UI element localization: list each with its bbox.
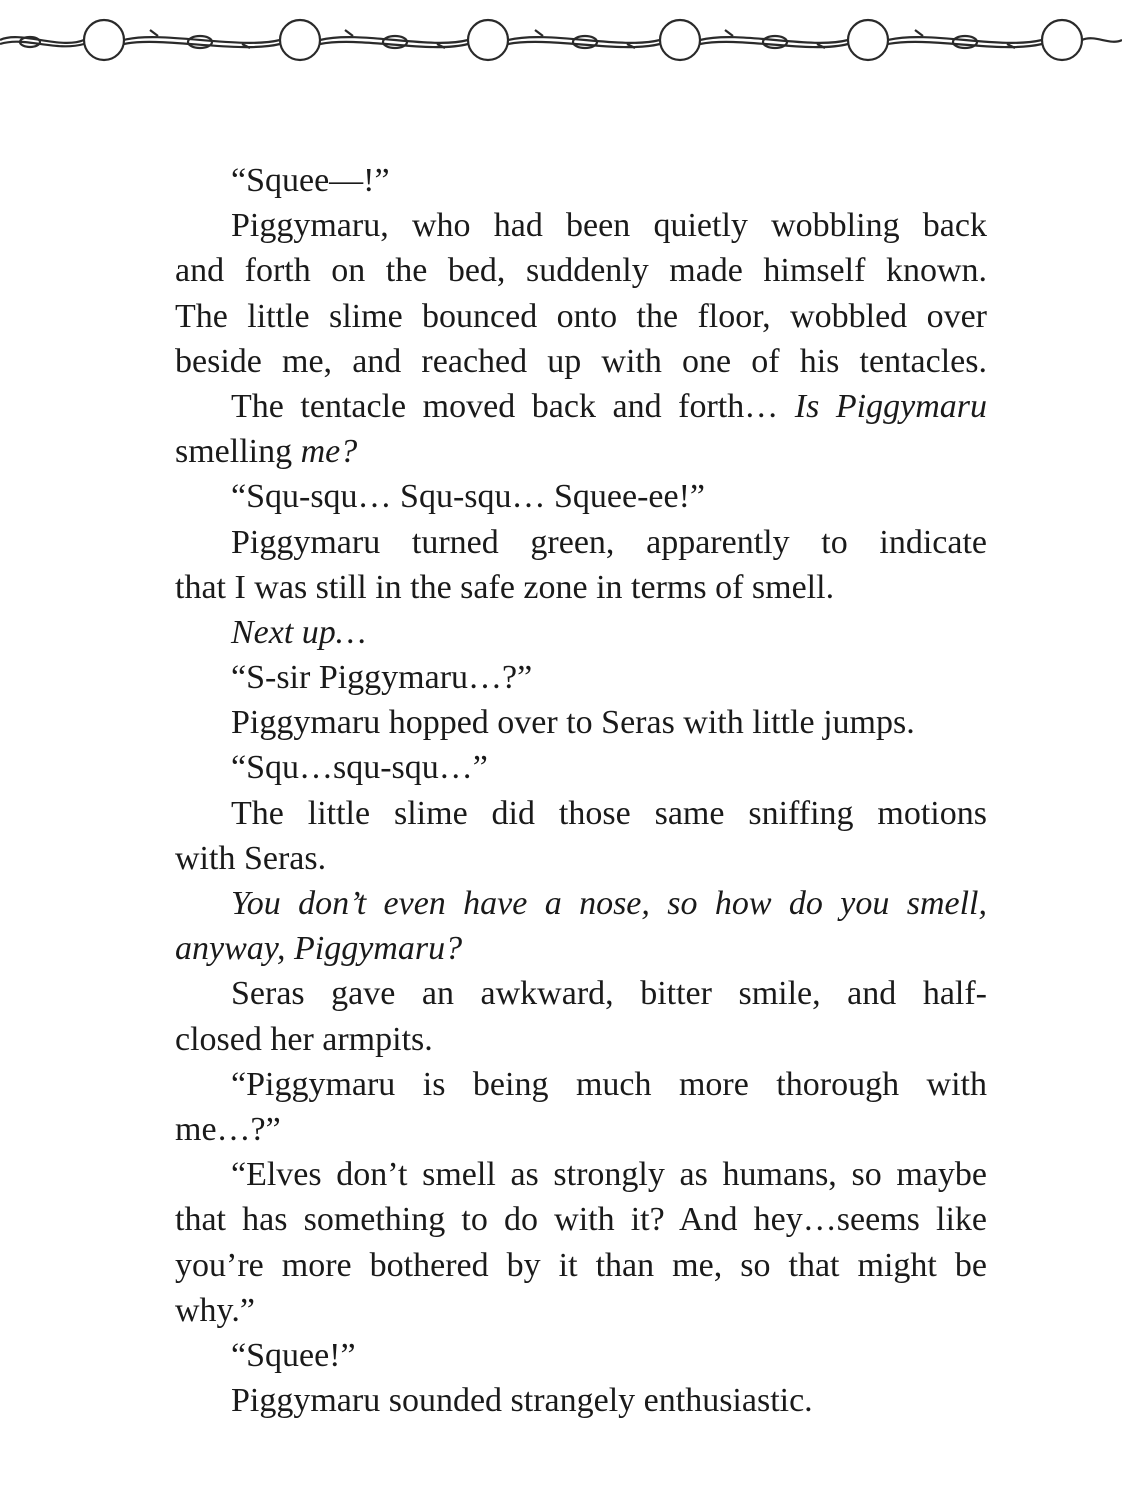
book-page-text <box>175 158 987 1423</box>
text-line: and forth on the bed, suddenly made himself known. <box>175 252 987 290</box>
text-line: You don’t even have a nose, so how do you smell, <box>231 885 987 922</box>
text-line: why.” <box>175 1291 255 1329</box>
text-line: “Squee!” <box>231 1336 356 1374</box>
text-line: Seras gave an awkward, bitter smile, and half- <box>231 975 987 1013</box>
text-line: “Piggymaru is being much more thorough with <box>231 1065 987 1103</box>
chain-border-ornament-icon <box>0 0 1122 80</box>
text-line: The little slime did those same sniffing motions <box>231 794 987 832</box>
text-span: smelling <box>175 433 301 471</box>
text-line: closed her armpits. <box>175 1020 433 1058</box>
text-line: “Squ…squ-squ…” <box>231 749 488 787</box>
text-line <box>175 384 987 429</box>
text-line: with Seras. <box>175 839 327 877</box>
text-line: beside me, and reached up with one of his tentacles. <box>175 342 987 380</box>
text-line: Piggymaru, who had been quietly wobbling back <box>231 207 987 245</box>
text-span: Is Piggymaru <box>794 387 987 425</box>
text-line: The little slime bounced onto the floor, wobbled over <box>175 297 987 335</box>
text-line: Piggymaru turned green, apparently to indicate <box>231 523 987 561</box>
text-line: Piggymaru hopped over to Seras with little jumps. <box>231 704 915 742</box>
text-line: Piggymaru sounded strangely enthusiastic. <box>231 1382 813 1420</box>
text-line: “Squ-squ… Squ-squ… Squee-ee!” <box>231 478 706 516</box>
text-line: me…?” <box>175 1110 281 1148</box>
text-line: that I was still in the safe zone in terms of smell. <box>175 568 835 606</box>
text-line: “Elves don’t smell as strongly as humans, so maybe <box>231 1156 987 1194</box>
text-line: that has something to do with it? And hey…seems like <box>175 1201 987 1239</box>
text-line: “Squee—!” <box>231 162 390 199</box>
text-line: you’re more bothered by it than me, so that might be <box>175 1246 987 1284</box>
text-span: me? <box>300 433 358 471</box>
text-line <box>175 429 987 474</box>
text-line: Next up… <box>231 613 367 651</box>
text-line: “S-sir Piggymaru…?” <box>231 659 533 697</box>
text-span: The tentacle moved back and forth… <box>231 387 795 425</box>
text-line: anyway, Piggymaru? <box>175 930 463 968</box>
